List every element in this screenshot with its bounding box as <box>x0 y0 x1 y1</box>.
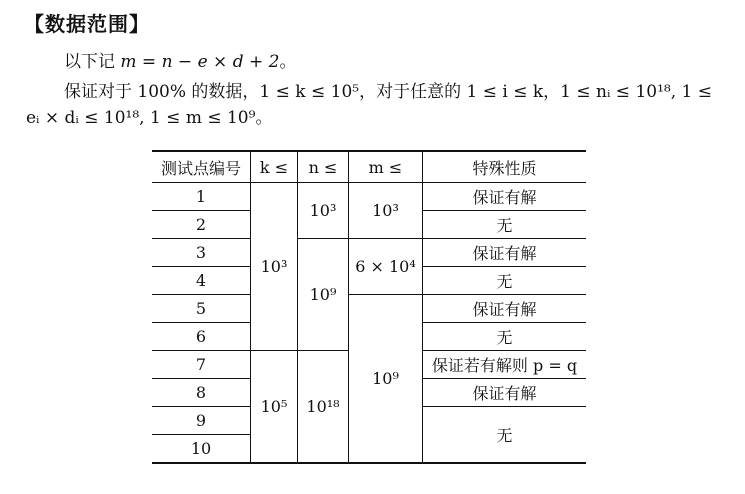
property-cell: 保证有解 <box>423 183 587 211</box>
table-header-row <box>152 151 586 183</box>
property-cell: 保证有解 <box>423 295 587 323</box>
test-id-cell: 7 <box>152 351 251 379</box>
definition-prefix: 以下记 <box>64 52 121 72</box>
header-m: m ≤ <box>349 151 423 183</box>
constraint-i: 1 ≤ i ≤ k <box>466 82 544 102</box>
constraints-text-1: 保证对于 100% 的数据， <box>64 82 260 102</box>
property-cell: 无 <box>423 323 587 351</box>
property-cell: 保证若有解则 p = q <box>423 351 587 379</box>
constraint-k: 1 ≤ k ≤ 10⁵ <box>259 82 360 102</box>
test-id-cell: 4 <box>152 267 251 295</box>
definition-line <box>64 50 296 74</box>
table-row <box>152 239 586 267</box>
test-id-cell: 9 <box>152 407 251 435</box>
property-cell: 无 <box>423 211 587 239</box>
m-cell: 10³ <box>349 183 423 239</box>
test-data-table <box>152 150 586 464</box>
k-cell: 10⁵ <box>251 351 298 464</box>
table-row <box>152 295 586 323</box>
header-test-id: 测试点编号 <box>152 151 251 183</box>
header-n: n ≤ <box>298 151 349 183</box>
n-cell: 10¹⁸ <box>298 351 349 464</box>
n-cell: 10³ <box>298 183 349 239</box>
constraints-line-1 <box>64 80 712 104</box>
constraints-line-2 <box>26 106 272 130</box>
table-row <box>152 183 586 211</box>
k-cell: 10³ <box>251 183 298 351</box>
test-id-cell: 8 <box>152 379 251 407</box>
constraint-ed-m: eᵢ × dᵢ ≤ 10¹⁸, 1 ≤ m ≤ 10⁹ <box>26 108 256 128</box>
constraints-text-2: ，对于任意的 <box>359 82 467 102</box>
n-cell: 10⁹ <box>298 239 349 351</box>
header-k: k ≤ <box>251 151 298 183</box>
property-cell: 保证有解 <box>423 379 587 407</box>
test-id-cell: 2 <box>152 211 251 239</box>
test-id-cell: 6 <box>152 323 251 351</box>
constraints-text-3: ， <box>543 82 561 102</box>
constraint-n: 1 ≤ nᵢ ≤ 10¹⁸, 1 ≤ <box>560 82 712 102</box>
property-cell: 保证有解 <box>423 239 587 267</box>
constraints-text-4: 。 <box>255 108 273 128</box>
section-title: 【数据范围】 <box>24 12 150 36</box>
property-cell: 无 <box>423 267 587 295</box>
m-cell: 10⁹ <box>349 295 423 464</box>
m-cell: 6 × 10⁴ <box>349 239 423 295</box>
test-id-cell: 3 <box>152 239 251 267</box>
test-id-cell: 10 <box>152 435 251 464</box>
definition-suffix: 。 <box>279 52 297 72</box>
property-cell: 无 <box>423 407 587 464</box>
header-property: 特殊性质 <box>423 151 587 183</box>
definition-formula: m = n − e × d + 2 <box>120 52 280 72</box>
test-id-cell: 1 <box>152 183 251 211</box>
test-id-cell: 5 <box>152 295 251 323</box>
